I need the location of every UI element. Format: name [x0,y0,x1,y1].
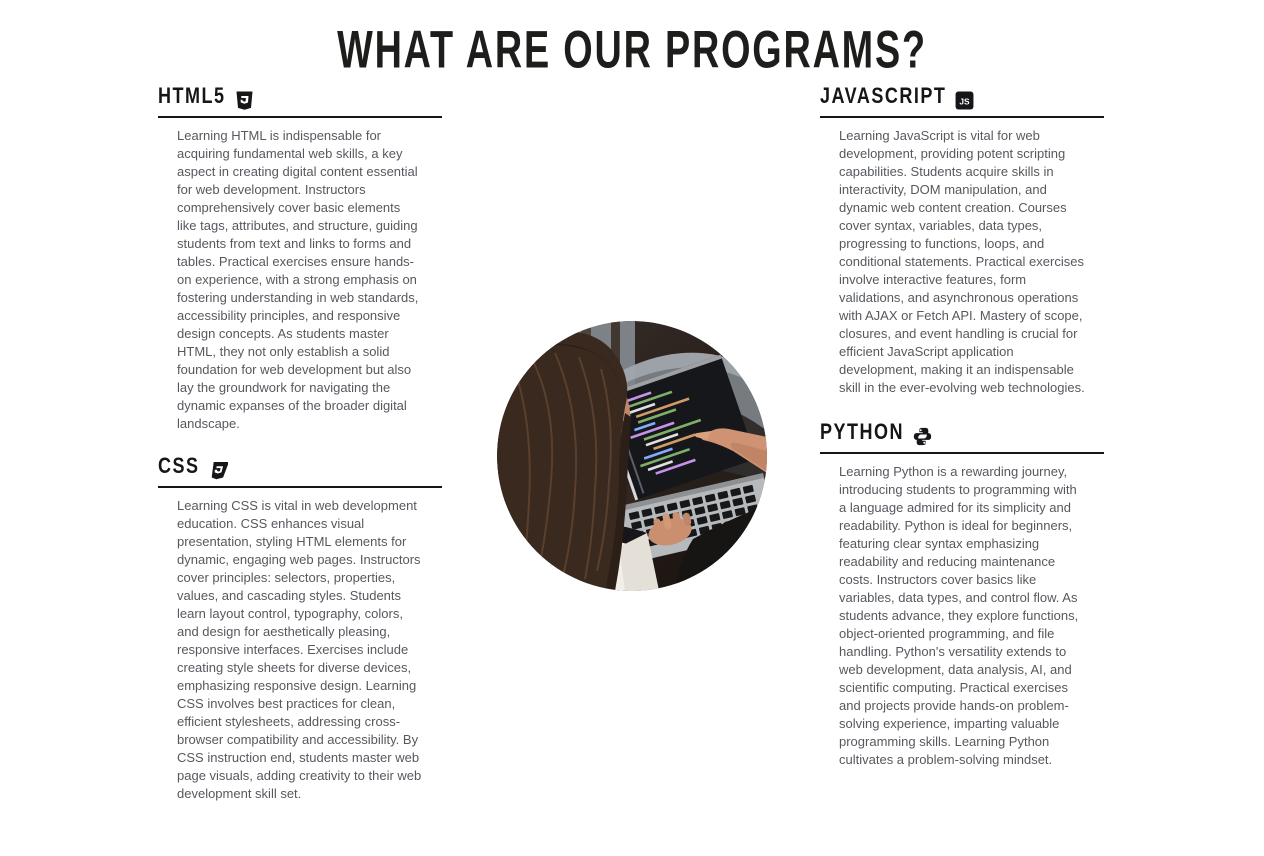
html5-shield-icon [235,91,254,110]
program-card-css [158,452,442,803]
coding-students-photo [497,321,767,591]
js-square-icon [955,91,974,110]
program-heading-html5 [158,82,442,118]
css3-shield-icon [209,461,228,480]
program-description-javascript: Learning JavaScript is vital for web development, providing potent scripting capabilities. Students acquire skills in interactivity, DOM manipulation, and dynamic web content creation. Courses cover syntax, variables, data types, progressing to functions, loops, and conditional statements. Practical exercises involve interactive features, form validations, and asynchronous operations with AJAX or Fetch API. Mastery of scope, closures, and event handling is crucial for efficient JavaScript application development, making it an indispensable skill in the ever-evolving web technologies. [839,128,1085,395]
program-card-html5 [158,82,442,433]
page-title: WHAT ARE OUR PROGRAMS? [337,20,927,79]
program-card-javascript [820,82,1104,397]
program-title-javascript: JAVASCRIPT [820,82,947,108]
program-description-html5: Learning HTML is indispensable for acquiring fundamental web skills, a key aspect in creating digital content essential for web development. Instructors comprehensively cover basic elements like tags, attributes, and structure, guiding students from text and links to forms and tables. Practical exercises ensure hands-on experience, with a strong emphasis on fostering understanding in web standards, accessibility principles, and responsive design concepts. As students master HTML, they not only establish a solid foundation for web development but also lay the groundwork for navigating the dynamic expanses of the broader digital landscape. [177,128,419,431]
student-head [497,331,631,591]
program-description-css: Learning CSS is vital in web development education. CSS enhances visual presentation, styling HTML elements for dynamic, engaging web pages. Instructors cover principles: selectors, properties, values, and cascading styles. Students learn layout control, typography, colors, and design for aesthetically pleasing, responsive interfaces. Exercises include creating style sheets for diverse devices, emphasizing responsive design. Learning CSS involves best practices for clean, efficient stylesheets, addressing cross-browser compatibility and accessibility. By CSS instruction end, students master web page visuals, adding creativity to their web development skill set. [177,498,422,801]
program-card-python [820,418,1104,769]
python-icon [913,427,932,446]
svg-text:JS: JS [959,96,970,107]
program-title-css: CSS [158,452,200,478]
program-description-python: Learning Python is a rewarding journey, introducing students to programming with a language admired for its simplicity and readability. Python is ideal for beginners, featuring clear syntax emphasizing readability and reducing maintenance costs. Instructors cover basics like variables, data types, and control flow. As students advance, they explore functions, object-oriented programming, and file handling. Python's versatility extends to web development, data analysis, AI, and scientific computing. Practical exercises and projects provide hands-on problem-solving experience, imparting valuable programming skills. Learning Python cultivates a problem-solving mindset. [839,464,1079,767]
program-title-python: PYTHON [820,418,905,444]
program-heading-python [820,418,1104,454]
program-title-html5: HTML5 [158,82,226,108]
program-heading-css [158,452,442,488]
program-heading-javascript [820,82,1104,118]
